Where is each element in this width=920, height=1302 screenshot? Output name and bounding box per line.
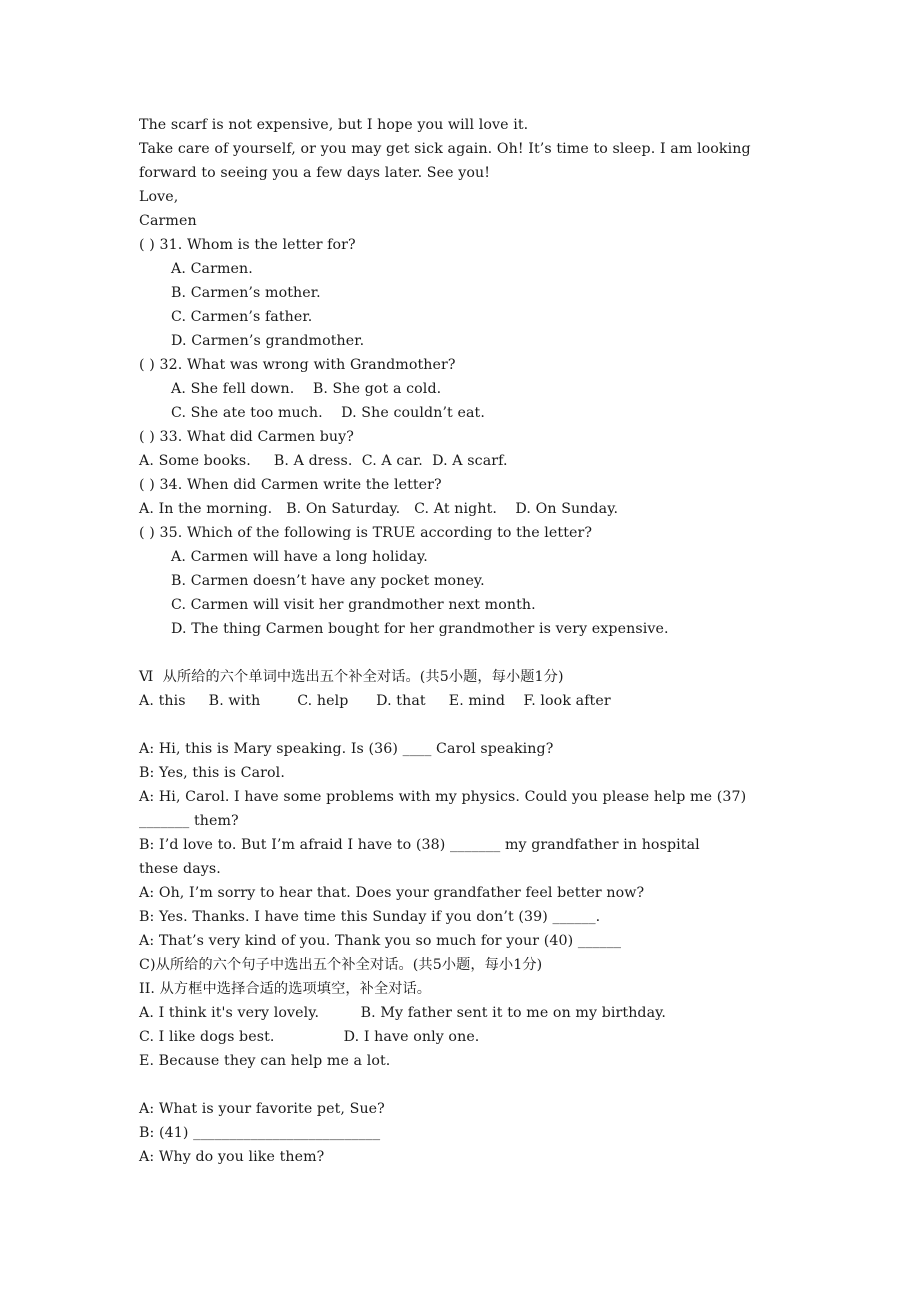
text-line: D. Carmen’s grandmother. <box>171 333 365 349</box>
text-line: _______ them? <box>139 813 239 829</box>
text-line: A. She fell down. B. She got a cold. <box>171 381 442 397</box>
text-line: ( ) 35. Which of the following is TRUE according to the letter? <box>139 525 593 541</box>
text-line: A. In the morning. B. On Saturday. C. At night. D. On Sunday. <box>139 501 619 517</box>
text-line: B: Yes. Thanks. I have time this Sunday if you don’t (39) ______. <box>139 909 601 925</box>
text-line: ( ) 34. When did Carmen write the letter? <box>139 477 442 493</box>
text-line: A: Why do you like them? <box>139 1149 325 1165</box>
text-line: D. The thing Carmen bought for her grandmother is very expensive. <box>171 621 669 637</box>
text-line: C. She ate too much. D. She couldn’t eat. <box>171 405 485 421</box>
text-line: Ⅵ 从所给的六个单词中选出五个补全对话。(共5小题，每小题1分) <box>139 669 564 685</box>
text-line: A: Hi, this is Mary speaking. Is (36) ____ Carol speaking? <box>139 741 554 757</box>
text-line: C)从所给的六个句子中选出五个补全对话。(共5小题，每小1分) <box>139 957 543 973</box>
text-line: C. Carmen’s father. <box>171 309 313 325</box>
text-line: B: I’d love to. But I’m afraid I have to (38) _______ my grandfather in hospital <box>139 837 700 853</box>
text-line: Take care of yourself, or you may get sick again. Oh! It’s time to sleep. I am looking <box>139 141 751 157</box>
text-line: Love, <box>139 189 179 205</box>
text-line: forward to seeing you a few days later. See you! <box>139 165 491 181</box>
text-line: A: What is your favorite pet, Sue? <box>139 1101 385 1117</box>
text-line: C. Carmen will visit her grandmother next month. <box>171 597 536 613</box>
text-line: A. Carmen will have a long holiday. <box>171 549 428 565</box>
text-line: these days. <box>139 861 221 877</box>
text-line: A. Carmen. <box>171 261 253 277</box>
text-line: B. Carmen doesn’t have any pocket money. <box>171 573 485 589</box>
text-line: Carmen <box>139 213 197 229</box>
text-line: II. 从方框中选择合适的选项填空，补全对话。 <box>139 981 432 997</box>
text-line: A. this B. with C. help D. that E. mind F. look after <box>139 693 611 709</box>
text-line: E. Because they can help me a lot. <box>139 1053 391 1069</box>
text-line: ( ) 32. What was wrong with Grandmother? <box>139 357 456 373</box>
text-line: B. Carmen’s mother. <box>171 285 321 301</box>
text-line: ( ) 33. What did Carmen buy? <box>139 429 354 445</box>
text-line: B: (41) __________________________ <box>139 1125 381 1141</box>
text-line: A: That’s very kind of you. Thank you so much for your (40) ______ <box>139 933 622 949</box>
text-line: A. I think it's very lovely. B. My father sent it to me on my birthday. <box>139 1005 667 1021</box>
text-line: A. Some books. B. A dress. C. A car. D. A scarf. <box>139 453 508 469</box>
text-line: The scarf is not expensive, but I hope you will love it. <box>139 117 529 133</box>
text-line: C. I like dogs best. D. I have only one. <box>139 1029 480 1045</box>
text-line: B: Yes, this is Carol. <box>139 765 285 781</box>
text-line: ( ) 31. Whom is the letter for? <box>139 237 356 253</box>
text-line: A: Hi, Carol. I have some problems with my physics. Could you please help me (37) <box>139 789 747 805</box>
text-line: A: Oh, I’m sorry to hear that. Does your grandfather feel better now? <box>139 885 645 901</box>
